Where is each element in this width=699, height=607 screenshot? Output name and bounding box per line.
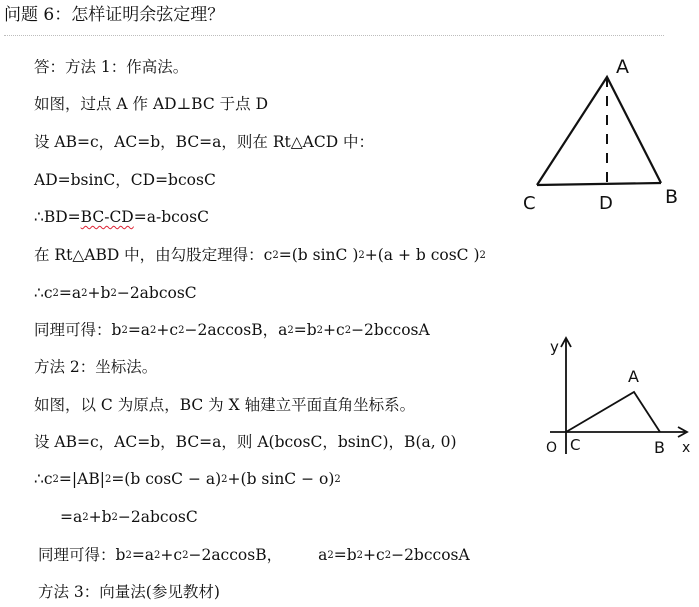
text-seg: =a (131, 546, 155, 564)
exponent: 2 (344, 325, 352, 336)
text-seg: =b (293, 321, 317, 339)
triangle-base (537, 183, 661, 185)
text-seg: 同理可得：b (38, 546, 126, 564)
text-seg: a (318, 546, 328, 564)
text-seg: +c (156, 321, 179, 339)
exponent: 2 (125, 550, 132, 561)
bd-prefix: ∴BD= (34, 208, 81, 226)
label-c2: C (570, 436, 581, 454)
exponent: 2 (287, 325, 294, 336)
method1-line7 (34, 320, 430, 343)
exponent: 2 (150, 325, 157, 336)
exponent: 2 (272, 250, 279, 261)
answer-intro: 答：方法 1：作高法。 (34, 58, 189, 76)
label-a2: A (628, 367, 639, 386)
question-title: 问题 6：怎样证明余弦定理？ (4, 5, 225, 25)
label-o: O (546, 440, 558, 456)
exponent: 2 (334, 474, 341, 485)
text-seg: +b (88, 508, 112, 526)
exponent: 2 (221, 474, 228, 485)
text-seg: 同理可得：b (34, 321, 122, 339)
text-seg: −2accosB，a (184, 321, 288, 339)
exponent: 2 (121, 325, 128, 336)
method1-line2: 设 AB=c，AC=b，BC=a，则在 Rt△ACD 中： (34, 133, 375, 151)
bd-suffix: =a-bcosC (133, 208, 209, 226)
method1-line5 (34, 245, 486, 268)
exponent: 2 (82, 512, 89, 523)
text-seg: =a (60, 508, 83, 526)
exponent: 2 (110, 288, 117, 299)
method1-line1: 如图，过点 A 作 AD⊥BC 于点 D (34, 95, 268, 113)
exponent: 2 (358, 250, 365, 261)
exponent: 2 (182, 550, 189, 561)
exponent: 2 (104, 474, 112, 485)
text-seg: −2accosB， (188, 546, 283, 564)
text-seg: +(a + b cosC ) (364, 246, 480, 264)
text-seg: ∴c (34, 470, 53, 488)
text-seg: −2bccosA (391, 546, 470, 564)
label-y: y (550, 338, 559, 356)
triangle-oab (566, 392, 660, 432)
method1-line3: AD=bsinC，CD=bcosC (34, 171, 216, 189)
method2-line4 (60, 507, 198, 530)
exponent: 2 (154, 550, 161, 561)
method3-heading: 方法 3：向量法(参见教材) (38, 583, 220, 601)
text-seg: +b (87, 284, 111, 302)
title-divider (4, 35, 664, 36)
label-a: A (616, 56, 629, 78)
label-d: D (599, 193, 613, 214)
text-seg: −2abcosC (116, 284, 197, 302)
text-seg: −2bccosA (351, 321, 430, 339)
method2-line2: 设 AB=c，AC=b，BC=a，则 A(bcosC，bsinC)，B(a, 0) (34, 433, 457, 451)
exponent: 2 (356, 550, 364, 561)
method2-line5 (38, 545, 470, 568)
text-seg: +c (363, 546, 385, 564)
bc-cd-underlined: BC-CD (80, 208, 134, 226)
label-b: B (665, 186, 679, 208)
coordinate-figure (530, 332, 695, 462)
triangle-sides (537, 77, 661, 185)
label-c: C (523, 193, 536, 214)
text-seg: =a (127, 321, 151, 339)
text-seg: =b (333, 546, 357, 564)
exponent: 2 (178, 325, 185, 336)
method2-line3 (34, 469, 341, 492)
exponent: 2 (52, 288, 59, 299)
text-seg: =a (58, 284, 82, 302)
text-seg: +(b sinC − o) (227, 470, 335, 488)
exponent: 2 (316, 325, 324, 336)
triangle-altitude-figure (515, 55, 695, 215)
exponent: 2 (327, 550, 334, 561)
method1-line6 (34, 283, 197, 306)
exponent: 2 (384, 550, 392, 561)
text-seg: =|AB| (58, 470, 105, 488)
method2-heading: 方法 2：坐标法。 (34, 358, 158, 376)
label-b2: B (654, 438, 665, 457)
method1-line4 (34, 207, 209, 227)
text-seg: 在 Rt△ABD 中，由勾股定理得：c (34, 246, 273, 264)
exponent: 2 (52, 474, 59, 485)
method2-line1: 如图，以 C 为原点，BC 为 X 轴建立平面直角坐标系。 (34, 396, 416, 414)
text-seg: +c (323, 321, 345, 339)
text-seg: −2abcosC (117, 508, 198, 526)
text-seg: =(b sinC ) (278, 246, 359, 264)
text-seg: +c (160, 546, 183, 564)
label-x: x (682, 440, 691, 456)
exponent: 2 (111, 512, 118, 523)
text-seg: ∴c (34, 284, 53, 302)
exponent: 2 (81, 288, 88, 299)
text-seg: =(b cosC − a) (111, 470, 222, 488)
exponent: 2 (479, 250, 486, 261)
